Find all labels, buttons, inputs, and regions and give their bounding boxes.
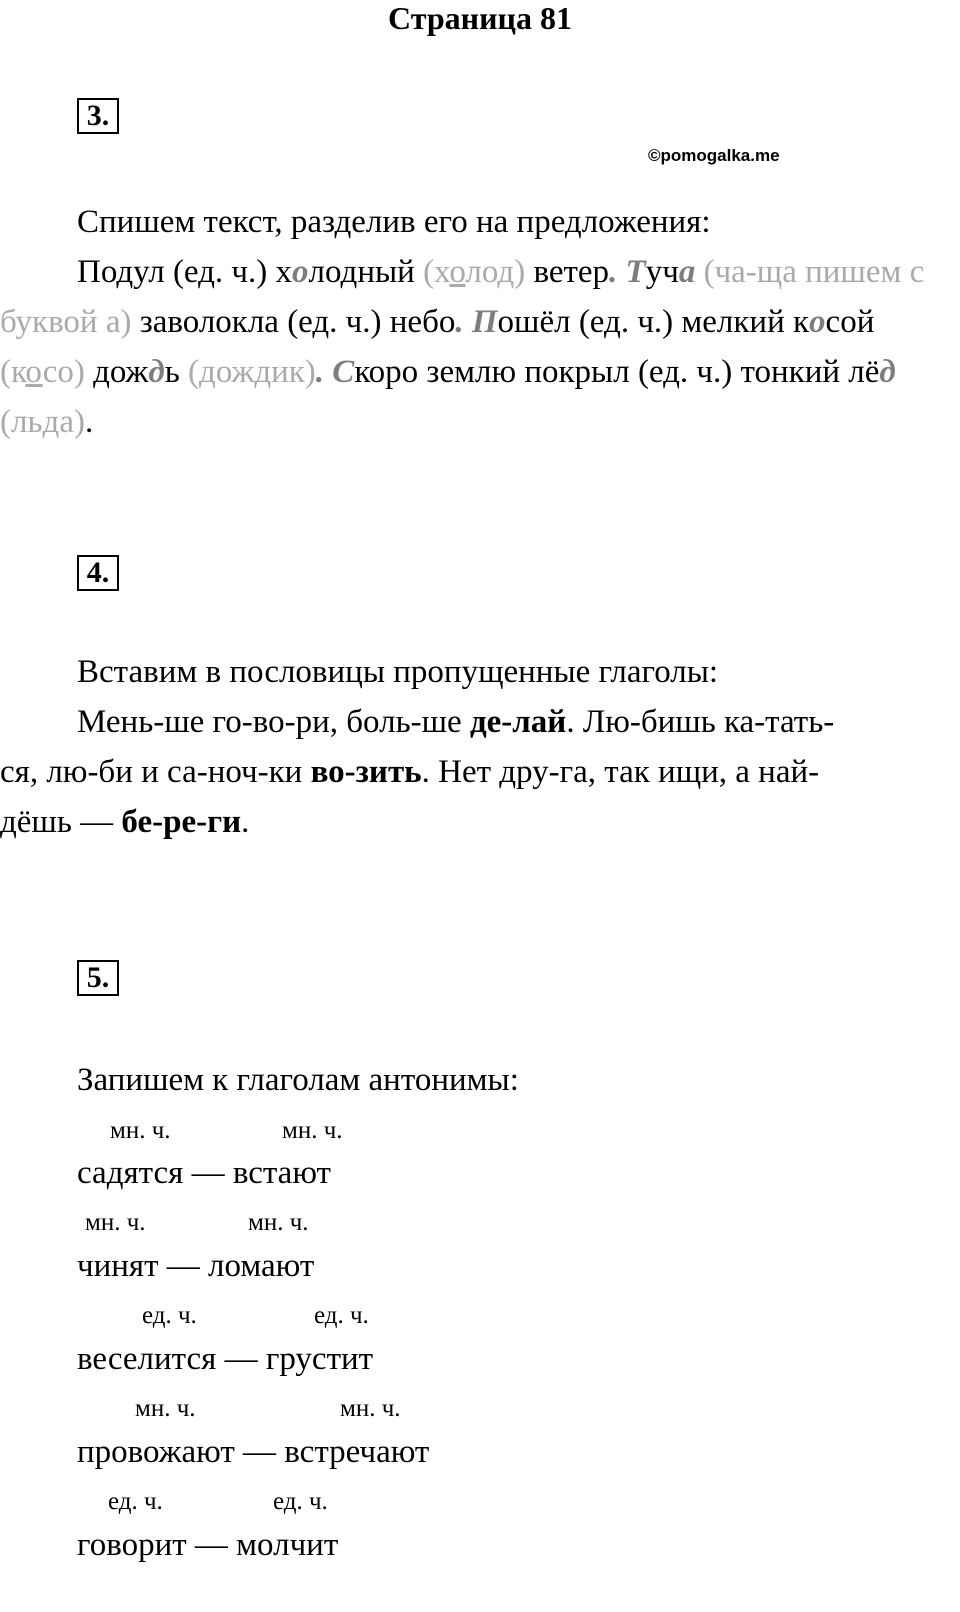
number-note: мн. ч. [85, 1209, 146, 1236]
hint-part: (к [0, 354, 26, 390]
hint-underlined: о [25, 354, 43, 390]
text-span: . Лю-бишь ка-тать- [566, 704, 835, 740]
text-span: уч [645, 254, 679, 290]
task-4-line-1 [77, 697, 834, 747]
task-4-number: 4. [77, 555, 119, 591]
number-note: ед. ч. [142, 1302, 197, 1329]
text-span: заволокла (ед. ч.) небо [131, 304, 456, 340]
highlight-letter: о [292, 254, 309, 290]
task-5-intro: Запишем к глаголам антонимы: [77, 1062, 519, 1098]
text-span: . [241, 804, 250, 840]
antonym-pair: провожают — встречают [77, 1434, 430, 1470]
sentence-end: . [455, 304, 464, 340]
highlight-letter: д [148, 354, 165, 390]
text-span: сой [825, 304, 875, 340]
number-note: ед. ч. [108, 1488, 163, 1515]
text-span: коро землю покрыл (ед. ч.) тонкий лё [354, 354, 880, 390]
task-4-line-3 [0, 797, 249, 847]
task-5-number: 5. [77, 960, 119, 996]
highlight-letter: а [678, 254, 696, 290]
antonym-pair: говорит — молчит [77, 1527, 339, 1563]
task-4-line-2 [0, 747, 819, 797]
hint-part: (х [423, 254, 450, 290]
number-note: ед. ч. [273, 1488, 328, 1515]
text-span: дёшь — [0, 804, 122, 840]
number-note: мн. ч. [135, 1395, 196, 1422]
hint [423, 254, 525, 290]
inserted-verb: во-зить [310, 754, 422, 790]
number-note: мн. ч. [282, 1117, 343, 1144]
sentence-end: . [609, 254, 618, 290]
text-span: ся, лю-би и са-ноч-ки [0, 754, 311, 790]
hint-part: лод) [465, 254, 526, 290]
hint-part: а) [59, 404, 85, 440]
task-3-text [0, 247, 930, 447]
page-title: Страница 81 [388, 0, 572, 36]
capital-letter: С [332, 354, 355, 390]
inserted-verb: де-лай [469, 704, 567, 740]
antonym-pair: веселится — грустит [77, 1341, 374, 1377]
hint-underlined: д [42, 404, 60, 440]
hint: (ча-ща пишем с буквой а) [0, 254, 925, 340]
hint-part: (дож [188, 354, 255, 390]
sentence-end: . [315, 354, 325, 390]
number-note: мн. ч. [248, 1209, 309, 1236]
hint [0, 404, 85, 440]
hint-underlined: д [254, 354, 272, 390]
highlight-letter: о [809, 304, 826, 340]
antonym-pair: чинят — ломают [77, 1248, 315, 1284]
text-span: лодный [308, 254, 424, 290]
text-span: ветер [525, 254, 610, 290]
task-4-intro: Вставим в пословицы пропущенные глаголы: [77, 654, 719, 690]
hint-underlined: о [449, 254, 466, 290]
task-3-number: 3. [77, 98, 119, 134]
text-span: . Нет дру-га, так ищи, а най- [421, 754, 820, 790]
hint-part: (ль [0, 404, 43, 440]
text-span: ошёл (ед. ч.) мелкий к [497, 304, 810, 340]
number-note: мн. ч. [110, 1117, 171, 1144]
text-span: дож [84, 354, 149, 390]
hint [0, 354, 85, 390]
hint-part: ик) [271, 354, 316, 390]
task-3-intro: Спишем текст, разделив его на предложения: [77, 204, 711, 240]
hint-part: со) [42, 354, 85, 390]
capital-letter: Т [625, 254, 646, 290]
inserted-verb: бе-ре-ги [121, 804, 242, 840]
number-note: ед. ч. [314, 1302, 369, 1329]
watermark: ©pomogalka.me [648, 146, 780, 165]
antonym-pair: садятся — встают [77, 1155, 331, 1191]
text-span: Подул (ед. ч.) х [77, 254, 293, 290]
hint [188, 354, 316, 390]
highlight-letter: д [879, 354, 896, 390]
text-span: . [84, 404, 94, 440]
text-span: ь [164, 354, 189, 390]
capital-letter: П [471, 304, 498, 340]
text-span: Мень-ше го-во-ри, боль-ше [77, 704, 470, 740]
number-note: мн. ч. [340, 1395, 401, 1422]
